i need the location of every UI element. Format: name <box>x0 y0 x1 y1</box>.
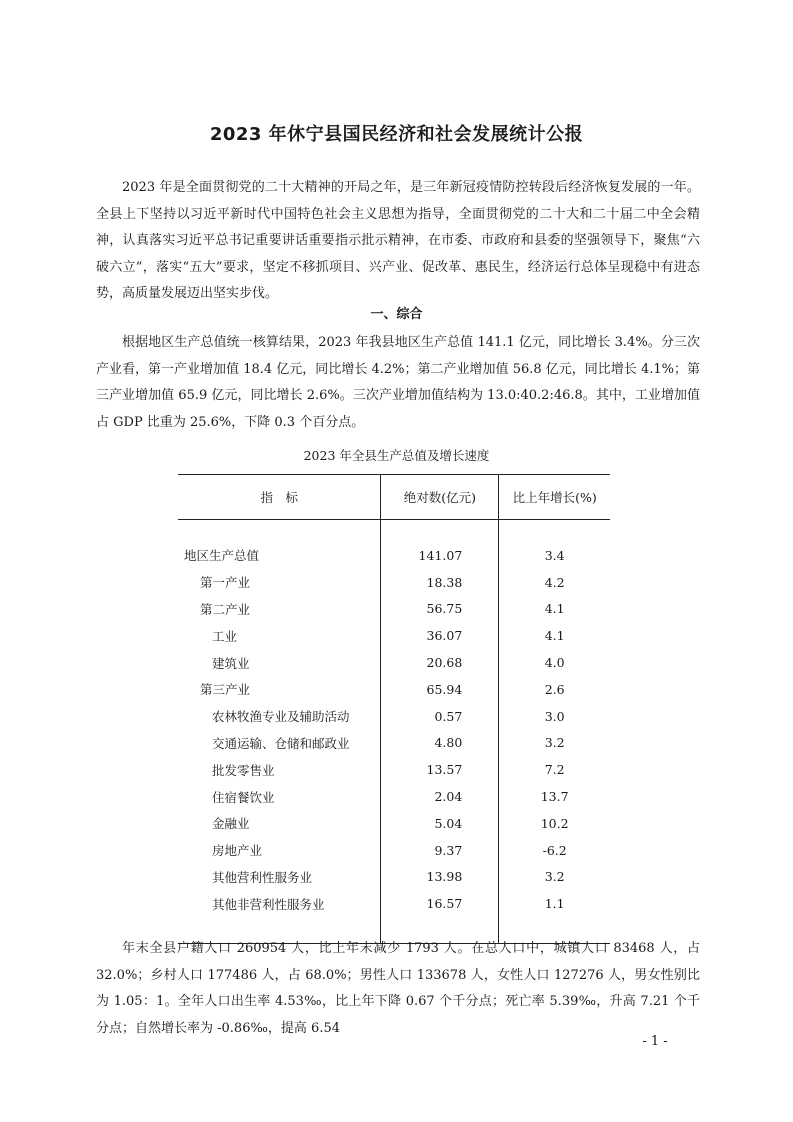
row-value: 0.57 <box>381 703 499 730</box>
row-name: 房地产业 <box>212 843 263 859</box>
table-header-row <box>178 475 610 520</box>
section-heading-overview: 一、综合 <box>370 307 423 322</box>
gdp-paragraph: 根据地区生产总值统一核算结果，2023 年我县地区生产总值 141.1 亿元，同比增长 3.4%。分三次产业看，第一产业增加值 18.4 亿元，同比增长 4.2%；第二产业增加值 56.8 亿元，同比增长 4.1%；第三产业增加值 65.9 亿元，同比增长 2.6%。三次产业增加值结构为 13.0:40.2:46.8。其中，工业增加值占 GDP 比重为 25.6%，下降 0.3 个百分点。 <box>96 335 700 430</box>
row-growth: 3.4 <box>499 542 610 569</box>
row-growth: 3.2 <box>499 864 610 891</box>
row-value: 4.80 <box>381 730 499 757</box>
table-row <box>178 890 610 917</box>
row-growth: 4.1 <box>499 622 610 649</box>
row-name: 农林牧渔专业及辅助活动 <box>212 709 350 725</box>
row-growth: 2.6 <box>499 676 610 703</box>
header-indicator: 指 标 <box>178 475 381 520</box>
gdp-table <box>178 474 610 944</box>
row-name: 其他营利性服务业 <box>212 869 313 885</box>
row-value: 18.38 <box>381 569 499 596</box>
row-value: 9.37 <box>381 837 499 864</box>
row-growth: 13.7 <box>499 783 610 810</box>
row-name: 其他非营利性服务业 <box>212 896 325 912</box>
row-value: 36.07 <box>381 622 499 649</box>
table-row <box>178 622 610 649</box>
table-row <box>178 756 610 783</box>
row-value: 20.68 <box>381 649 499 676</box>
row-value: 13.98 <box>381 864 499 891</box>
header-absolute: 绝对数(亿元) <box>381 475 499 520</box>
row-value: 65.94 <box>381 676 499 703</box>
table-row <box>178 596 610 623</box>
table-row <box>178 837 610 864</box>
row-growth: 4.0 <box>499 649 610 676</box>
row-growth: 4.1 <box>499 596 610 623</box>
row-growth: 4.2 <box>499 569 610 596</box>
row-name: 住宿餐饮业 <box>212 789 275 805</box>
table-row <box>178 542 610 569</box>
row-value: 2.04 <box>381 783 499 810</box>
row-value: 141.07 <box>381 542 499 569</box>
row-value: 16.57 <box>381 890 499 917</box>
row-name: 第二产业 <box>200 601 251 617</box>
row-growth: 3.2 <box>499 730 610 757</box>
table-row <box>178 730 610 757</box>
row-name: 第一产业 <box>200 575 251 591</box>
row-growth: 7.2 <box>499 756 610 783</box>
row-name: 建筑业 <box>212 655 250 671</box>
table-row <box>178 569 610 596</box>
row-growth: -6.2 <box>499 837 610 864</box>
row-value: 13.57 <box>381 756 499 783</box>
population-paragraph: 年末全县户籍人口 260954 人，比上年末减少 1793 人。在总人口中，城镇人口 83468 人，占 32.0%；乡村人口 177486 人，占 68.0%；男性人口 133678 人，女性人口 127276 人，男女性别比为 1.05：1。全年人口出生率 4.53‰，比上年下降 0.67 个千分点；死亡率 5.39‰，升高 7.21 个千分点；自然增长率为 -0.86‰，提高 6.54 <box>96 941 700 1036</box>
intro-paragraph: 2023 年是全面贯彻党的二十大精神的开局之年，是三年新冠疫情防控转段后经济恢复发展的一年。全县上下坚持以习近平新时代中国特色社会主义思想为指导，全面贯彻党的二十大和二十届二中全会精神，认真落实习近平总书记重要讲话重要指示批示精神，在市委、市政府和县委的坚强领导下，聚焦“六破六立”，落实“五大”要求，坚定不移抓项目、兴产业、促改革、惠民生，经济运行总体呈现稳中有进态势，高质量发展迈出坚实步伐。 <box>96 180 700 301</box>
table-row <box>178 783 610 810</box>
table-row <box>178 649 610 676</box>
row-name: 批发零售业 <box>212 762 275 778</box>
row-name: 金融业 <box>212 816 250 832</box>
row-value: 56.75 <box>381 596 499 623</box>
table-row <box>178 810 610 837</box>
report-title: 2023 年休宁县国民经济和社会发展统计公报 <box>209 124 584 145</box>
table-row <box>178 676 610 703</box>
row-name: 工业 <box>212 628 238 644</box>
table-caption: 2023 年全县生产总值及增长速度 <box>303 448 490 463</box>
row-growth: 3.0 <box>499 703 610 730</box>
row-name: 地区生产总值 <box>184 548 260 564</box>
table-row <box>178 703 610 730</box>
row-value: 5.04 <box>381 810 499 837</box>
row-name: 交通运输、仓储和邮政业 <box>212 735 350 751</box>
row-growth: 1.1 <box>499 890 610 917</box>
table-row <box>178 864 610 891</box>
page-number: - 1 - <box>642 1034 668 1049</box>
row-growth: 10.2 <box>499 810 610 837</box>
row-name: 第三产业 <box>200 682 251 698</box>
header-growth: 比上年增长(%) <box>499 475 610 520</box>
